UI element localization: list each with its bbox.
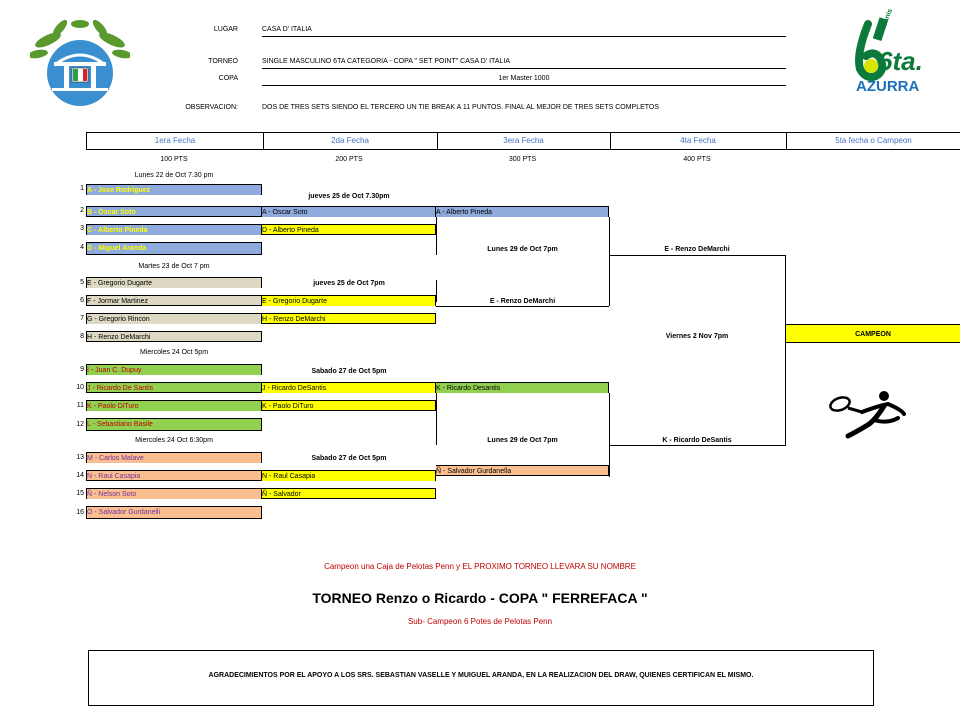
round-3-label: 3era Fecha bbox=[437, 133, 611, 149]
r1-player-2: B - Oscar Soto bbox=[86, 206, 262, 217]
seed-14: 14 bbox=[76, 472, 84, 479]
torneo-value: SINGLE MASCULINO 6TA CATEGORIA - COPA " SET POINT" CASA D' ITALIA bbox=[262, 58, 786, 69]
r2-winner-8: Ñ - Salvador bbox=[262, 488, 436, 499]
group-1-r2-date: jueves 25 de Oct 7.30pm bbox=[308, 193, 390, 200]
club-logo bbox=[30, 18, 130, 108]
seed-8: 8 bbox=[80, 333, 84, 340]
round-2-label: 2da Fecha bbox=[263, 133, 438, 149]
round-5-label: 5ta fecha o Campeon bbox=[835, 136, 912, 145]
seed-2: 2 bbox=[80, 207, 84, 214]
r1-player-8: H - Renzo DeMarchi bbox=[86, 331, 262, 342]
r3-winner-1: A - Alberto Pineda bbox=[436, 206, 609, 217]
r4-winner-2: K - Ricardo DeSantis bbox=[662, 437, 732, 444]
observacion-label: OBSERVACION: bbox=[185, 104, 238, 111]
torneo-label: TORNEO bbox=[208, 58, 238, 65]
seed-11: 11 bbox=[76, 402, 84, 409]
r1-player-9: I - Juan C. Dupuy bbox=[86, 364, 262, 375]
r3-winner-2: E - Renzo DeMarchi bbox=[489, 298, 556, 305]
r2-winner-5: J - Ricardo DeSantis bbox=[262, 382, 436, 393]
semi-1-date: Lunes 29 de Oct 7pm bbox=[487, 246, 558, 253]
champion-box: CAMPEON bbox=[786, 324, 960, 343]
round-4-pts: 400 PTS bbox=[683, 156, 711, 163]
r2-winner-3: E - Gregorio Dugarte bbox=[262, 295, 436, 306]
logo-line2: AZURRA bbox=[856, 78, 920, 95]
azurra-logo bbox=[838, 7, 938, 100]
r3-winner-4: Ñ - Salvador Gurdanella bbox=[436, 465, 609, 476]
r2-winner-2: D - Alberto Pineda bbox=[262, 224, 436, 235]
group-3-date: Miercoles 24 Oct 5pm bbox=[139, 349, 209, 356]
sub-prize-line: Sub- Campeon 6 Potes de Pelotas Penn bbox=[407, 617, 553, 626]
seed-15: 15 bbox=[76, 490, 84, 497]
lugar-label: LUGAR bbox=[213, 26, 238, 33]
r1-player-11: K - Paolo DiTuro bbox=[86, 400, 262, 411]
r2-winner-4: H - Renzo DeMarchi bbox=[262, 313, 436, 324]
observacion-value: DOS DE TRES SETS SIENDO EL TERCERO UN TIE BREAK A 11 PUNTOS. FINAL AL MEJOR DE TRES SETS COMPLETOS bbox=[262, 104, 660, 111]
seed-13: 13 bbox=[76, 454, 84, 461]
tennis-player-icon bbox=[826, 388, 916, 442]
r1-player-14: N - Raul Casapia bbox=[86, 470, 262, 481]
group-1-date: Lunes 22 de Oct 7.30 pm bbox=[134, 172, 214, 179]
seed-4: 4 bbox=[80, 244, 84, 251]
round-1-label: 1era Fecha bbox=[87, 133, 264, 149]
thanks-text: AGRADECIMIENTOS POR EL APOYO A LOS SRS. SEBASTIAN VASELLE Y MUIGUEL ARANDA, EN LA REALIZACION DEL DRAW, QUIENES CERTIFICAN EL MISMO. bbox=[208, 672, 754, 679]
seed-7: 7 bbox=[80, 315, 84, 322]
group-3-r2-date: Sabado 27 de Oct 5pm bbox=[311, 368, 387, 375]
group-2-date: Martes 23 de Oct 7 pm bbox=[138, 263, 210, 270]
r2-winner-1: A - Oscar Soto bbox=[262, 206, 436, 217]
r1-player-12: L - Sebastiano Basile bbox=[86, 418, 262, 431]
lugar-value: CASA D' ITALIA bbox=[262, 26, 786, 37]
round-4-label: 4ta Fecha bbox=[610, 133, 787, 149]
group-2-r2-date: jueves 25 de Oct 7pm bbox=[313, 280, 385, 287]
r1-player-5: E - Gregorio Dugarte bbox=[86, 277, 262, 288]
logo-tag: Tennis bbox=[879, 7, 895, 32]
seed-10: 10 bbox=[76, 384, 84, 391]
round-1-pts: 100 PTS bbox=[160, 156, 188, 163]
copa-label: COPA bbox=[218, 75, 238, 82]
semi-2-date: Lunes 29 de Oct 7pm bbox=[487, 437, 558, 444]
r1-player-15: Ñ - Nelson Soto bbox=[86, 488, 262, 499]
logo-line1: 6ta. bbox=[878, 46, 923, 76]
round-header-row bbox=[86, 132, 960, 150]
seed-1: 1 bbox=[80, 185, 84, 192]
copa-value: 1er Master 1000 bbox=[262, 75, 786, 86]
seed-16: 16 bbox=[76, 509, 84, 516]
tournament-title: TORNEO Renzo o Ricardo - COPA " FERREFACA " bbox=[312, 590, 648, 606]
r1-player-1: A - Jose Rodriguez bbox=[86, 184, 262, 195]
group-4-date: Miercoles 24 Oct 6:30pm bbox=[135, 437, 213, 444]
r2-winner-6: K - Paolo DiTuro bbox=[262, 400, 436, 411]
seed-9: 9 bbox=[80, 366, 84, 373]
r2-winner-7: N - Raul Casapia bbox=[262, 470, 436, 481]
seed-5: 5 bbox=[80, 279, 84, 286]
prize-line: Campeon una Caja de Pelotas Penn y EL PROXIMO TORNEO LLEVARA SU NOMBRE bbox=[324, 562, 636, 571]
seed-6: 6 bbox=[80, 297, 84, 304]
group-4-r2-date: Sabado 27 de Oct 5pm bbox=[311, 455, 387, 462]
final-date: Viernes 2 Nov 7pm bbox=[665, 333, 729, 340]
round-3-pts: 300 PTS bbox=[508, 156, 537, 163]
r1-player-7: G - Gregorio Rincon bbox=[86, 313, 262, 324]
r1-player-3: C - Alberto Pineda bbox=[86, 224, 262, 235]
seed-12: 12 bbox=[76, 421, 84, 428]
r4-winner-1: E - Renzo DeMarchi bbox=[664, 246, 730, 253]
r1-player-10: J - Ricardo De Santis bbox=[86, 382, 262, 393]
r1-player-16: O - Salvador Gurdanelli bbox=[86, 506, 262, 519]
r1-player-6: F - Jormar Martinez bbox=[86, 295, 262, 306]
seed-3: 3 bbox=[80, 225, 84, 232]
round-2-pts: 200 PTS bbox=[335, 156, 363, 163]
r1-player-4: D - Miguel Aranda bbox=[86, 242, 262, 255]
r3-winner-3: K - Ricardo Desantis bbox=[436, 382, 609, 393]
thanks-box bbox=[88, 650, 874, 706]
r1-player-13: M - Carlos Malave bbox=[86, 452, 262, 463]
